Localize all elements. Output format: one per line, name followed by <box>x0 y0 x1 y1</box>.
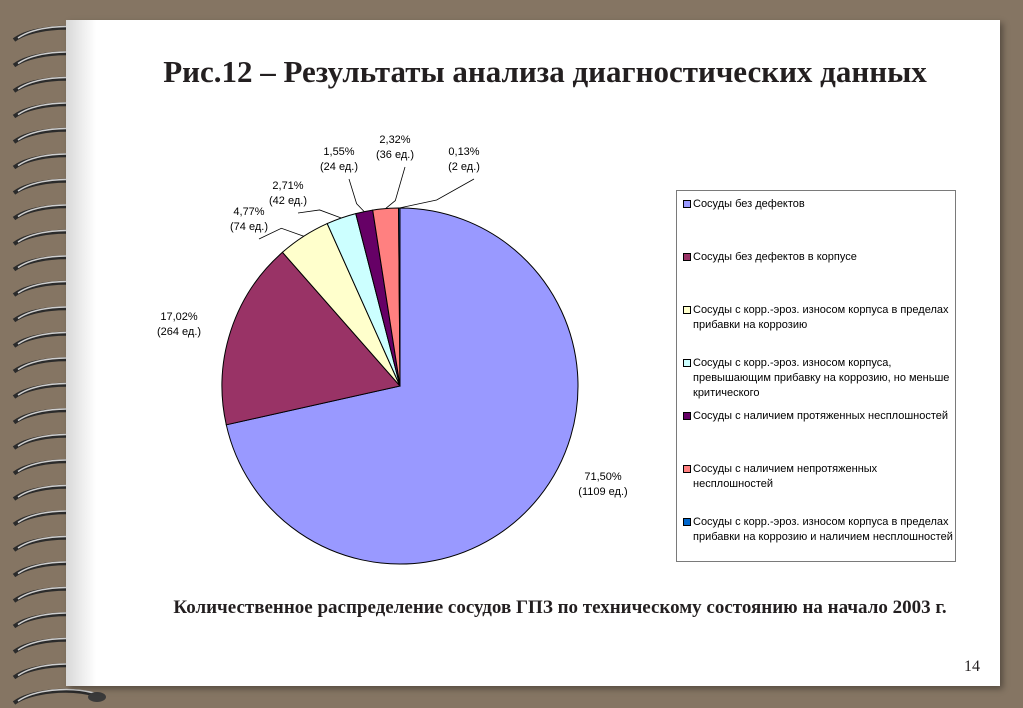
legend-label: Сосуды с наличием непротяженных несплошностей <box>693 463 878 490</box>
legend-label: Сосуды с корр.-эроз. износом корпуса в пределах прибавки на коррозию и наличием несплошностей <box>693 516 953 543</box>
legend-swatch <box>683 253 691 261</box>
data-label-percent: 17,02% <box>160 311 198 323</box>
legend-label: Сосуды без дефектов <box>693 198 805 210</box>
data-label-count: (2 ед.) <box>448 161 480 173</box>
leader-line-5 <box>349 179 364 212</box>
page-number: 14 <box>964 658 980 675</box>
legend-item-7 <box>683 515 953 545</box>
leader-line-4 <box>298 210 341 218</box>
data-label-count: (1109 ед.) <box>578 486 628 498</box>
data-label-1 <box>573 470 633 500</box>
data-label-5 <box>309 145 369 175</box>
legend-item-3 <box>683 303 953 333</box>
legend-label: Сосуды с наличием протяженных несплошностей <box>693 410 949 422</box>
data-label-percent: 2,32% <box>379 134 411 146</box>
data-label-count: (36 ед.) <box>376 149 414 161</box>
legend-item-2 <box>683 250 953 265</box>
leader-line-6 <box>386 167 405 209</box>
legend-label: Сосуды без дефектов в корпусе <box>693 251 857 263</box>
legend-label: Сосуды с корр.-эроз. износом корпуса в пределах прибавки на коррозию <box>693 304 949 331</box>
chart-legend <box>676 190 956 562</box>
data-label-7 <box>434 145 494 175</box>
data-label-count: (42 ед.) <box>269 195 307 207</box>
leader-line-7 <box>399 179 474 208</box>
legend-swatch <box>683 200 691 208</box>
legend-item-5 <box>683 409 953 424</box>
legend-swatch <box>683 306 691 314</box>
slide-caption: Количественное распределение сосудов ГПЗ по техническому состоянию на начало 2003 г. <box>173 597 947 618</box>
data-label-percent: 0,13% <box>448 146 480 158</box>
legend-label: Сосуды с корр.-эроз. износом корпуса, превышающим прибавку на коррозию, но меньше критического <box>693 357 950 399</box>
legend-item-6 <box>683 462 953 492</box>
data-label-3 <box>219 205 279 235</box>
legend-swatch <box>683 518 691 526</box>
legend-swatch <box>683 359 691 367</box>
data-label-4 <box>258 179 318 209</box>
legend-item-1 <box>683 197 953 212</box>
data-label-percent: 1,55% <box>323 146 355 158</box>
data-label-percent: 2,71% <box>272 180 304 192</box>
data-label-count: (24 ед.) <box>320 161 358 173</box>
data-label-2 <box>149 310 209 340</box>
legend-swatch <box>683 412 691 420</box>
data-label-percent: 71,50% <box>584 471 622 483</box>
legend-swatch <box>683 465 691 473</box>
slide-title: Рис.12 – Результаты анализа диагностических данных <box>163 54 927 89</box>
data-label-6 <box>365 133 425 163</box>
data-label-count: (74 ед.) <box>230 221 268 233</box>
data-label-percent: 4,77% <box>233 206 265 218</box>
data-label-count: (264 ед.) <box>156 326 202 338</box>
legend-item-4 <box>683 356 953 401</box>
